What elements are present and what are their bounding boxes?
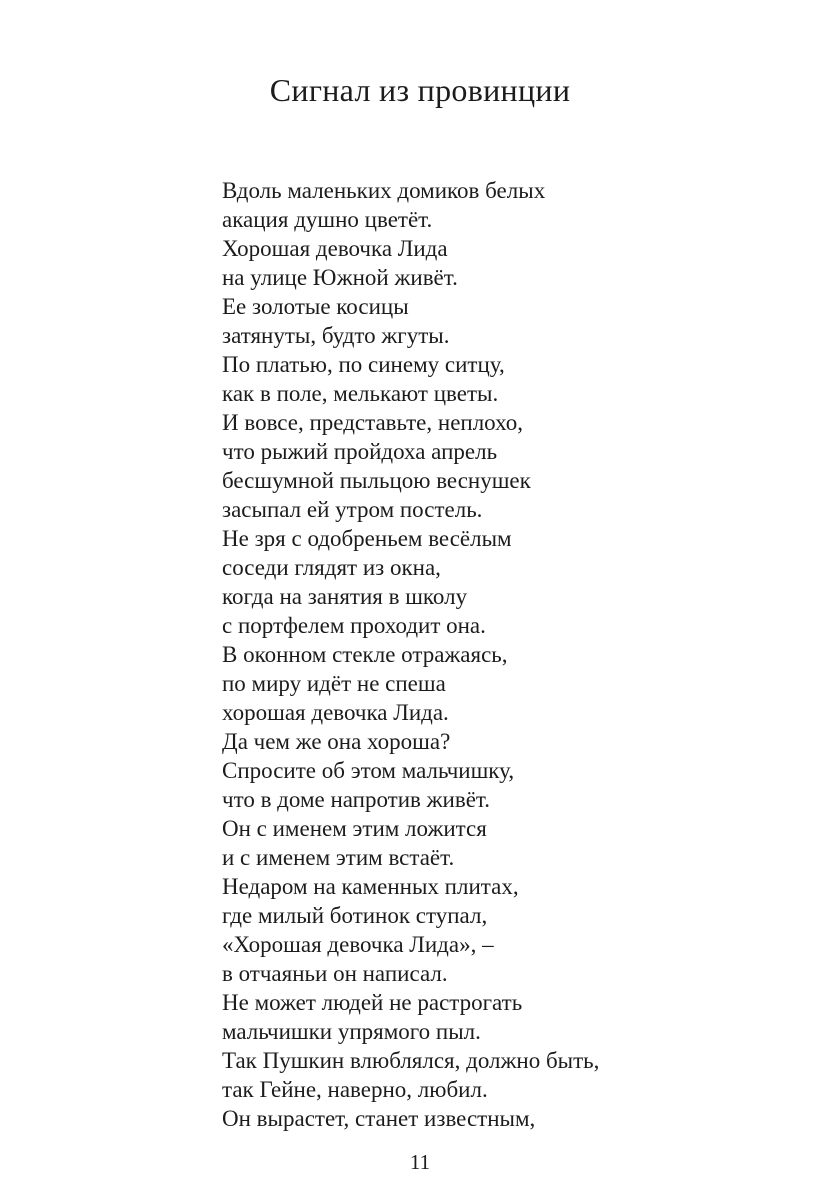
poem-line: Хорошая девочка Лида (222, 236, 448, 261)
poem-line: Не может людей не растрогать (222, 990, 523, 1015)
poem-line: акация душно цветёт. (222, 207, 433, 232)
poem-body (222, 176, 599, 1133)
poem-line: Да чем же она хороша? (222, 729, 451, 754)
poem-line: Так Пушкин влюблялся, должно быть, (222, 1048, 600, 1073)
poem-line: засыпал ей утром постель. (222, 497, 483, 522)
poem-line: В оконном стекле отражаясь, (222, 642, 508, 667)
poem-title: Сигнал из провинции (269, 72, 571, 108)
poem-line: Спросите об этом мальчишку, (222, 758, 515, 783)
poem-line: По платью, по синему ситцу, (222, 352, 505, 377)
poem-line: затянуты, будто жгуты. (222, 323, 450, 348)
poem-line: на улице Южной живёт. (222, 265, 458, 290)
poem-line: Вдоль маленьких домиков белых (222, 178, 546, 203)
poem-line: где милый ботинок ступал, (222, 903, 488, 928)
poem-line: когда на занятия в школу (222, 584, 468, 609)
poem-line: и с именем этим встаёт. (222, 845, 455, 870)
poem-line: Недаром на каменных плитах, (222, 874, 519, 899)
poem-line: так Гейне, наверно, любил. (222, 1077, 488, 1102)
poem-line: в отчаяньи он написал. (222, 961, 448, 986)
page-number: 11 (409, 1150, 431, 1174)
poem-line: что в доме напротив живёт. (222, 787, 490, 812)
poem-line: по миру идёт не спеша (222, 671, 446, 696)
poem-line: Ее золотые косицы (222, 294, 409, 319)
poem-line: что рыжий пройдоха апрель (222, 439, 498, 464)
poem-line: «Хорошая девочка Лида», – (222, 932, 494, 957)
poem-line: как в поле, мелькают цветы. (222, 381, 499, 406)
poem-line: мальчишки упрямого пыл. (222, 1019, 481, 1044)
poem-line: с портфелем проходит она. (222, 613, 486, 638)
poem-line: И вовсе, представьте, неплохо, (222, 410, 523, 435)
poem-line: хорошая девочка Лида. (222, 700, 449, 725)
poem-line: соседи глядят из окна, (222, 555, 441, 580)
poem-line: Он вырастет, станет известным, (222, 1106, 536, 1131)
poem-line: Он с именем этим ложится (222, 816, 487, 841)
poem-line: бесшумной пыльцою веснушек (222, 468, 531, 493)
poem-line: Не зря с одобреньем весёлым (222, 526, 512, 551)
